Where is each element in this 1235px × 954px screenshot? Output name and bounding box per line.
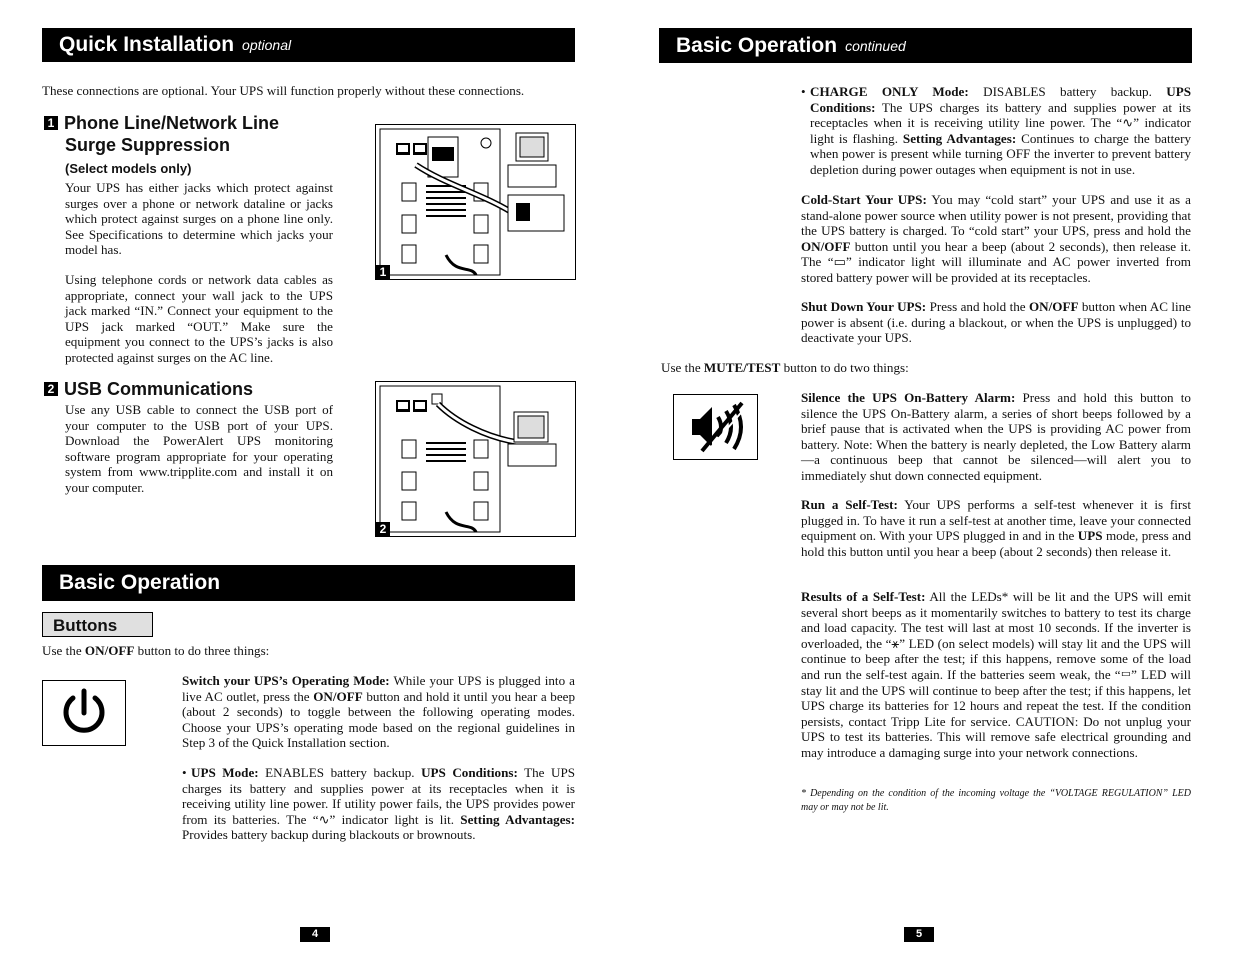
shut-down-paragraph: Shut Down Your UPS: Press and hold the ON/OFF button when AC line power is absent (i.e. during a blackout, or when the UPS is unplugged) to deactivate your UPS.: [801, 299, 1191, 346]
self-test-results-paragraph: Results of a Self-Test: All the LEDs* will be lit and the UPS will emit several short beeps as it momentarily switches to battery to test its charge and load capacity. The test will last at most 10 seconds. If the inverter is overloaded, the “⚹” LED (on select models) will stay lit and the UPS will continue to beep after the test; if this happens, remove some of the load and run the self-test again. If the batteries seem weak, the “▭” LED will stay lit and the UPS will continue to beep after the test; if this happens, let UPS charge its batteries for 12 hours and repeat the test. If the condition persists, contact Tripp Lite for service. CAUTION: Do not unplug your UPS to test its batteries. This will remove safe electrical grounding and may introduce a damaging surge into your network connections.: [801, 589, 1191, 760]
footnote: * Depending on the condition of the incoming voltage the “VOLTAGE REGULATION” LED may or may not be lit.: [801, 788, 1191, 813]
section-title: Basic Operation: [59, 571, 221, 594]
step1-subtitle: (Select models only): [65, 161, 192, 176]
page-number-left: 4: [300, 927, 330, 942]
figure-1-ups-phone-connection: [375, 124, 576, 280]
speaker-mute-icon: [674, 395, 757, 459]
step1-paragraph-1: Your UPS has either jacks which protect against surges over a phone or network dataline or jacks which protect against surges on a phone line only. See Specifications to determine which jacks your model has.: [65, 180, 333, 258]
page-number-right: 5: [904, 927, 934, 942]
ups-usb-illustration: [376, 382, 575, 536]
battery-icon: ▭: [1120, 666, 1132, 682]
battery-icon: ▭: [833, 254, 846, 270]
charge-only-paragraph: • CHARGE ONLY Mode: DISABLES battery backup. UPS Conditions: The UPS charges its battery and supplies power at its receptacles when it is receiving utility line power. The “∿” indicator light is flashing. Setting Advantages: Continues to charge the battery when power is present while turning OFF the inverter to prevent battery depletion during power outages when equipment is not in use.: [801, 84, 1191, 177]
quick-installation-header: [42, 28, 575, 62]
step2-paragraph: Use any USB cable to connect the USB port of your computer to the USB port of your UPS. Download the PowerAlert UPS monitoring software program appropriate for your operating system from www.tripplite.com and install it on your computer.: [65, 402, 333, 495]
step2-number: 2: [44, 382, 58, 396]
section-subtitle: optional: [242, 37, 292, 53]
sine-wave-icon: ∿: [318, 811, 330, 827]
power-icon: [43, 681, 125, 745]
ups-rear-panel-illustration: [376, 125, 575, 279]
ups-mode-paragraph: • UPS Mode: ENABLES battery backup. UPS Conditions: The UPS charges its battery and supplies power at its receptacles when it is receiving utility line power. If utility power fails, the UPS provides power from its batteries. The “∿” indicator light is lit. Setting Advantages: Provides battery backup during blackouts or brownouts.: [182, 765, 576, 843]
basic-operation-continued-header: [659, 28, 1192, 63]
basic-operation-header: [42, 565, 575, 601]
overload-icon: ⚹: [891, 635, 900, 651]
self-test-paragraph: Run a Self-Test: Your UPS performs a self-test whenever it is first plugged in. To have it run a self-test at another time, leave your connected equipment on. With your UPS plugged in and in the UPS mode, press and hold this button until you hear a beep (about 2 seconds) then release it.: [801, 497, 1192, 559]
sine-wave-icon: ∿: [1122, 115, 1134, 131]
mute-test-lead: Use the MUTE/TEST button to do two things:: [661, 360, 909, 375]
figure-1-label: 1: [376, 265, 390, 279]
power-button-illustration: [42, 680, 126, 746]
figure-2-ups-usb-connection: [375, 381, 576, 537]
onoff-lead: Use the ON/OFF button to do three things:: [42, 643, 270, 658]
section-subtitle: continued: [845, 37, 906, 54]
step1-paragraph-2: Using telephone cords or network data cables as appropriate, connect your wall jack to the UPS jack marked “IN.” Connect your equipment to the UPS jack marked “OUT.” Make sure the equipment you connect to the UPS’s jacks is also protected against surges on the AC line.: [65, 272, 333, 365]
section-title: Basic Operation: [676, 33, 838, 57]
intro-text: These connections are optional. Your UPS will function properly without these connections.: [42, 83, 525, 98]
mute-button-illustration: [673, 394, 758, 460]
silence-alarm-paragraph: Silence the UPS On-Battery Alarm: Press and hold this button to silence the UPS On-Battery alarm, a series of short beeps followed by a brief pause that is activated when the UPS is providing AC power from battery. Note: When the battery is nearly depleted, the Low Battery alarm—a continuous beep that cannot be silenced—will alert you to immediately shut down connected equipment.: [801, 390, 1191, 483]
step1-title: 1 Phone Line/Network Line Surge Suppression: [44, 112, 354, 156]
step2-title: 2 USB Communications: [44, 378, 354, 400]
buttons-label: Buttons: [42, 612, 153, 637]
step1-number: 1: [44, 116, 58, 130]
section-title: Quick Installation: [59, 33, 235, 56]
switch-mode-paragraph: Switch your UPS’s Operating Mode: While your UPS is plugged into a live AC outlet, press the ON/OFF button and hold it until you hear a beep (about 2 seconds) to toggle between the following operating modes. Choose your UPS’s operating mode based on the regional guidelines in Step 3 of the Quick Installation section.: [182, 673, 576, 751]
figure-2-label: 2: [376, 522, 390, 536]
cold-start-paragraph: Cold-Start Your UPS: You may “cold start” your UPS and use it as a stand-alone power source when utility power is not present, providing that the UPS battery is charged. To “cold start” your UPS, press and hold the ON/OFF button until you hear a beep (about 2 seconds), then release it. The “▭” indicator light will illuminate and AC power inverted from stored battery power will be provided at its receptacles.: [801, 192, 1191, 285]
